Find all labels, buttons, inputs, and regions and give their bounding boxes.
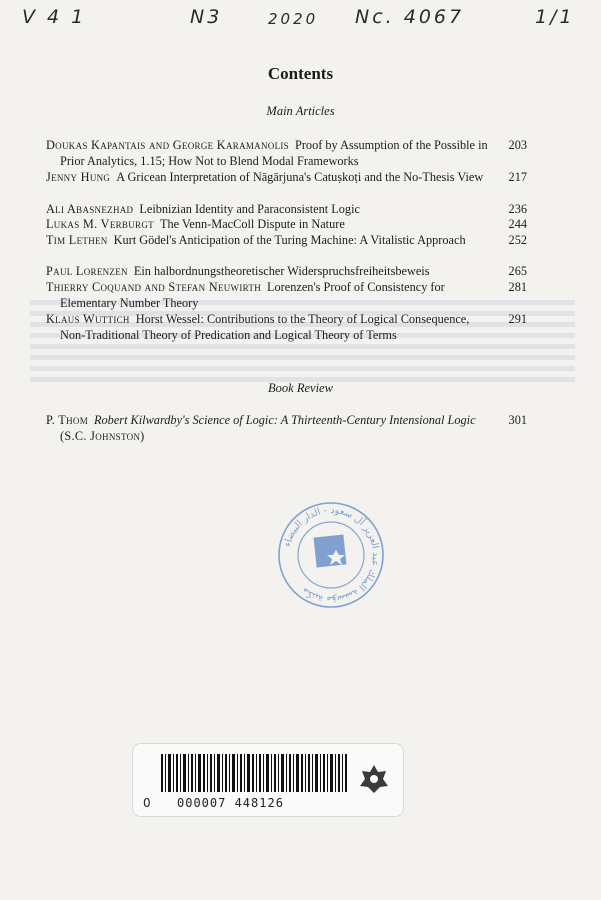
entry-author: Jenny Hung — [46, 170, 111, 184]
toc-entry-review[interactable] — [46, 413, 526, 444]
entry-page-number: 265 — [508, 264, 527, 278]
entry-page-number: 252 — [508, 233, 527, 247]
entry-author: Thierry Coquand and Stefan Neuwirth — [46, 280, 262, 294]
entry-title: Ein halbordnungstheoretischer Widerspruchsfreiheitsbeweis — [133, 264, 430, 278]
toc-entry[interactable] — [46, 202, 526, 218]
entry-title: Proof by Assumption of the Possible in Prior Analytics, 1.15; How Not to Blend Modal Frameworks — [60, 138, 488, 168]
entry-author: P. Thom — [46, 413, 89, 427]
entry-title: Lorenzen's Proof of Consistency for Elementary Number Theory — [60, 280, 445, 310]
barcode-number: 000007 448126 — [177, 796, 284, 810]
handwritten-number: N3 — [190, 6, 223, 28]
entry-author: Klaus Wuttich — [46, 312, 130, 326]
entry-title: Leibnizian Identity and Paraconsistent Logic — [139, 202, 360, 216]
entry-page-number: 217 — [508, 170, 527, 184]
entry-title: A Gricean Interpretation of Nāgārjuna's Catuṣkoṭi and the No-Thesis View — [116, 170, 484, 184]
entry-page-number: 236 — [508, 202, 527, 216]
library-stamp — [276, 500, 386, 610]
toc-entry[interactable] — [46, 170, 526, 186]
entry-page-number: 281 — [508, 280, 527, 294]
entry-page-number: 244 — [508, 217, 527, 231]
entry-author: Ali Abasnezhad — [46, 202, 134, 216]
toc-entry[interactable] — [46, 138, 526, 169]
barcode-prefix: 0 — [143, 796, 151, 810]
barcode-label — [133, 744, 403, 816]
section-heading-book-review: Book Review — [268, 381, 333, 395]
section-heading-main-articles: Main Articles — [266, 104, 335, 118]
entry-page-number: 203 — [508, 138, 527, 152]
entry-author: Doukas Kapantais and George Karamanolis — [46, 138, 289, 152]
barcode-icon — [161, 754, 347, 792]
entry-author: Lukas M. Verburgt — [46, 217, 154, 231]
toc-entry[interactable] — [46, 233, 526, 249]
handwritten-fraction: 1/1 — [535, 6, 575, 28]
entry-title: Robert Kilwardby's Science of Logic: A Thirteenth-Century Intensional Logic — [94, 413, 476, 427]
entry-title: Kurt Gödel's Anticipation of the Turing Machine: A Vitalistic Approach — [113, 233, 466, 247]
entry-author: Tim Lethen — [46, 233, 108, 247]
handwritten-year: 2020 — [268, 10, 319, 28]
library-logo-icon — [359, 764, 389, 794]
handwritten-nc: Nc. 4067 — [355, 6, 465, 28]
stamp-text: مكتبة مؤسسة الملك عبد العزيز آل سعود - الدار البيضاء — [281, 504, 382, 606]
entry-page-number: 291 — [508, 312, 527, 326]
entry-title: Horst Wessel: Contributions to the Theory of Logical Consequence, Non-Traditional Theory of Predication and Logical Theory of Terms — [60, 312, 470, 342]
toc-entry[interactable] — [46, 217, 526, 233]
toc-entry[interactable] — [46, 312, 526, 343]
entry-page-number: 301 — [508, 413, 527, 427]
entry-author: Paul Lorenzen — [46, 264, 128, 278]
entry-title: The Venn-MacColl Dispute in Nature — [159, 217, 345, 231]
toc-entry[interactable] — [46, 280, 526, 311]
toc-entry[interactable] — [46, 264, 526, 280]
handwritten-volume: V 4 1 — [22, 6, 87, 28]
entry-reviewer: (S.C. Johnston) — [60, 428, 145, 443]
page-title: Contents — [267, 64, 334, 83]
